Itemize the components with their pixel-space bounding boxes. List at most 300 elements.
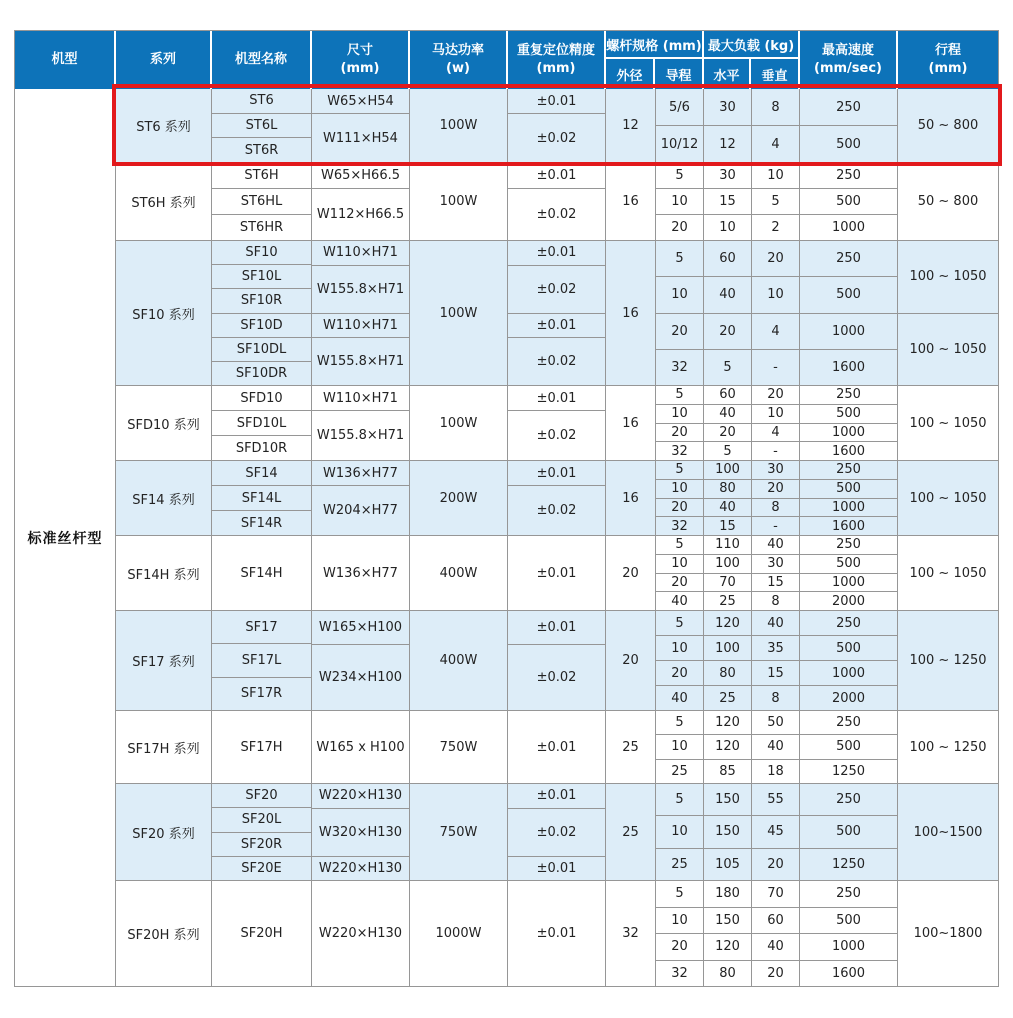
header-precision-unit: (mm)	[536, 61, 576, 76]
horizontal-load-cell: 40	[704, 404, 751, 423]
vertical-load-cell: 30	[752, 554, 799, 573]
outer-diameter-cell: 16	[622, 194, 639, 209]
vertical-load-column	[752, 881, 800, 986]
model-name-column	[212, 784, 312, 880]
vertical-load-column	[752, 241, 800, 385]
horizontal-load-column	[704, 536, 752, 610]
outer-diameter-cell: 20	[622, 653, 639, 668]
vertical-load-column	[752, 163, 800, 240]
dimensions-column	[312, 784, 410, 880]
motor-power-column	[410, 784, 508, 880]
lead-cell: 5/6	[669, 99, 690, 115]
series-column	[116, 386, 212, 460]
vertical-load-column	[752, 536, 800, 610]
dimensions-cell: W110×H71	[323, 390, 398, 406]
max-speed-cell: 1600	[800, 516, 897, 535]
vertical-load-cell: 40	[767, 537, 784, 553]
vertical-load-cell: -	[752, 516, 799, 535]
vertical-load-cell: 20	[767, 387, 784, 403]
series-column	[116, 241, 212, 385]
vertical-load-cell: 70	[767, 886, 784, 902]
lead-cell: 25	[656, 759, 703, 783]
outer-diameter-column	[606, 881, 656, 986]
horizontal-load-column	[704, 881, 752, 986]
max-speed-cell: 250	[836, 462, 861, 478]
series-column	[116, 89, 212, 162]
vertical-load-cell: 35	[752, 635, 799, 660]
stroke-cell: 100 ~ 1050	[909, 269, 987, 285]
dimensions-column	[312, 881, 410, 986]
vertical-load-cell: 20	[752, 848, 799, 880]
max-speed-cell: 1000	[800, 498, 897, 517]
max-speed-column	[800, 536, 898, 610]
header-max-load-group	[704, 31, 800, 89]
stroke-cell: 100 ~ 1250	[909, 739, 987, 755]
model-name-column	[212, 536, 312, 610]
table-body	[15, 89, 998, 986]
model-name-column	[212, 461, 312, 535]
horizontal-load-column	[704, 241, 752, 385]
motor-power-column	[410, 386, 508, 460]
motor-power-column	[410, 881, 508, 986]
lead-cell: 25	[656, 848, 703, 880]
horizontal-load-cell: 30	[719, 99, 736, 115]
dimensions-column	[312, 163, 410, 240]
series-block-st6h	[116, 163, 998, 241]
lead-cell: 10	[656, 554, 703, 573]
series-block-sf10	[116, 241, 998, 386]
precision-cell: ±0.02	[508, 808, 605, 856]
stroke-cell: 100 ~ 1250	[909, 653, 987, 668]
dimensions-column	[312, 611, 410, 710]
dimensions-cell: W220×H130	[318, 926, 403, 941]
precision-cell: ±0.01	[536, 619, 577, 635]
vertical-load-column	[752, 711, 800, 783]
max-speed-cell: 250	[836, 615, 861, 631]
lead-cell: 20	[656, 423, 703, 442]
motor-power-cell: 200W	[439, 490, 478, 506]
lead-cell: 10	[656, 188, 703, 214]
machine-type-cell	[15, 89, 116, 986]
lead-cell: 40	[656, 685, 703, 710]
header-max-speed-label: 最高速度	[821, 43, 874, 59]
lead-cell: 10	[656, 815, 703, 847]
series-block-st6	[116, 89, 998, 163]
precision-cell: ±0.01	[536, 168, 577, 184]
series-block-sf17	[116, 611, 998, 711]
horizontal-load-cell: 40	[704, 498, 751, 517]
max-speed-cell: 1000	[800, 660, 897, 685]
max-speed-cell: 250	[836, 715, 861, 731]
vertical-load-cell: 45	[752, 815, 799, 847]
model-name-column	[212, 163, 312, 240]
model-name-cell: SF17R	[212, 677, 311, 710]
model-name-cell: SF20R	[212, 832, 311, 856]
vertical-load-cell: 10	[752, 404, 799, 423]
lead-cell: 10	[656, 404, 703, 423]
motor-power-column	[410, 611, 508, 710]
lead-cell: 5	[675, 715, 684, 731]
horizontal-load-cell: 100	[704, 554, 751, 573]
dimensions-cell: W165×H100	[318, 619, 403, 635]
horizontal-load-cell: 120	[715, 615, 740, 631]
precision-column	[508, 611, 606, 710]
precision-cell: ±0.02	[508, 113, 605, 162]
model-name-cell: SF10R	[212, 288, 311, 312]
horizontal-load-cell: 100	[715, 462, 740, 478]
model-name-column	[212, 881, 312, 986]
stroke-column	[898, 163, 998, 240]
vertical-load-cell: 8	[752, 685, 799, 710]
lead-cell: 20	[656, 498, 703, 517]
max-speed-column	[800, 241, 898, 385]
outer-diameter-column	[606, 536, 656, 610]
outer-diameter-column	[606, 386, 656, 460]
header-max-speed	[800, 31, 898, 89]
motor-power-cell: 750W	[439, 824, 478, 840]
precision-cell: ±0.02	[508, 337, 605, 385]
dimensions-cell: W110×H71	[312, 313, 409, 338]
vertical-load-column	[752, 89, 800, 162]
vertical-load-column	[752, 784, 800, 880]
header-machine-type-label: 机型	[51, 52, 78, 68]
vertical-load-cell: 10	[752, 276, 799, 312]
horizontal-load-cell: 105	[704, 848, 751, 880]
max-speed-cell: 250	[836, 792, 861, 808]
vertical-load-column	[752, 611, 800, 710]
horizontal-load-cell: 150	[715, 792, 740, 808]
precision-cell: ±0.02	[508, 485, 605, 535]
precision-cell: ±0.02	[508, 188, 605, 240]
max-speed-cell: 1000	[800, 573, 897, 592]
precision-cell: ±0.01	[536, 565, 577, 581]
stroke-cell: 100 ~ 1050	[909, 490, 987, 506]
stroke-cell: 50 ~ 800	[917, 194, 979, 209]
model-name-column	[212, 611, 312, 710]
precision-column	[508, 163, 606, 240]
stroke-column	[898, 611, 998, 710]
max-speed-cell: 500	[800, 815, 897, 847]
lead-cell: 10	[656, 479, 703, 498]
model-name-cell: SF20E	[212, 856, 311, 880]
series-column	[116, 536, 212, 610]
lead-column	[656, 163, 704, 240]
precision-cell: ±0.01	[536, 465, 577, 481]
dimensions-cell: W220×H130	[318, 788, 403, 804]
lead-column	[656, 711, 704, 783]
max-speed-cell: 1600	[800, 349, 897, 385]
lead-cell: 40	[656, 591, 703, 610]
header-precision	[508, 31, 606, 89]
lead-column	[656, 89, 704, 162]
lead-cell: 10	[656, 635, 703, 660]
lead-cell: 32	[656, 960, 703, 987]
outer-diameter-column	[606, 784, 656, 880]
dimensions-cell: W234×H100	[312, 644, 409, 710]
model-name-column	[212, 89, 312, 162]
horizontal-load-column	[704, 163, 752, 240]
model-name-cell: SF17L	[212, 643, 311, 676]
stroke-cell: 100 ~ 1050	[909, 415, 987, 431]
lead-cell: 5	[675, 886, 684, 902]
motor-power-cell: 400W	[439, 653, 478, 668]
series-block-sf20	[116, 784, 998, 881]
header-max-load-label: 最大负载 (kg)	[704, 31, 798, 59]
model-name-cell: SF20H	[240, 926, 283, 941]
lead-cell: 5	[675, 168, 684, 183]
series-block-sf17h	[116, 711, 998, 784]
vertical-load-cell: 20	[752, 960, 799, 987]
horizontal-load-cell: 15	[704, 188, 751, 214]
model-name-cell: SF14	[245, 465, 278, 481]
dimensions-cell: W220×H130	[312, 856, 409, 881]
header-vertical-load: 垂直	[761, 68, 788, 84]
outer-diameter-column	[606, 711, 656, 783]
series-label: SF17 系列	[132, 655, 195, 670]
max-speed-column	[800, 711, 898, 783]
dimensions-cell: W320×H130	[312, 808, 409, 856]
max-speed-cell: 1250	[800, 848, 897, 880]
motor-power-cell: 100W	[439, 305, 478, 321]
series-block-sf14h	[116, 536, 998, 611]
lead-cell: 5	[675, 462, 684, 478]
lead-cell: 20	[656, 933, 703, 960]
max-speed-cell: 1250	[800, 759, 897, 783]
header-stroke-unit: (mm)	[928, 61, 968, 76]
lead-cell: 32	[656, 441, 703, 460]
dimensions-column	[312, 386, 410, 460]
dimensions-cell: W155.8×H71	[312, 265, 409, 313]
horizontal-load-column	[704, 386, 752, 460]
horizontal-load-column	[704, 89, 752, 162]
header-max-load-subrow	[704, 59, 798, 89]
horizontal-load-cell: 110	[715, 537, 740, 553]
max-speed-cell: 1000	[800, 214, 897, 240]
dimensions-cell: W110×H71	[323, 245, 398, 261]
dimensions-cell: W111×H54	[312, 113, 409, 162]
vertical-load-cell: 40	[752, 734, 799, 758]
precision-column	[508, 241, 606, 385]
horizontal-load-cell: 10	[704, 214, 751, 240]
spec-table	[14, 30, 999, 987]
max-speed-cell: 250	[836, 168, 861, 183]
vertical-load-cell: 30	[767, 462, 784, 478]
horizontal-load-cell: 180	[715, 886, 740, 902]
lead-cell: 20	[656, 573, 703, 592]
series-label: SF14H 系列	[127, 567, 200, 583]
model-name-column	[212, 241, 312, 385]
lead-cell: 5	[675, 615, 684, 631]
max-speed-cell: 500	[800, 404, 897, 423]
motor-power-cell: 400W	[439, 565, 478, 581]
max-speed-cell: 250	[836, 387, 861, 403]
stroke-column	[898, 461, 998, 535]
model-name-column	[212, 711, 312, 783]
vertical-load-cell: 15	[752, 660, 799, 685]
lead-cell: 5	[675, 251, 684, 267]
max-speed-column	[800, 881, 898, 986]
max-speed-cell: 250	[836, 886, 861, 902]
header-horizontal-load: 水平	[704, 59, 751, 89]
vertical-load-cell: 60	[752, 907, 799, 934]
model-name-cell: SF10L	[212, 264, 311, 288]
header-machine-type	[15, 31, 116, 89]
stroke-column	[898, 89, 998, 162]
lead-column	[656, 461, 704, 535]
model-name-cell: SF10DR	[212, 361, 311, 385]
lead-column	[656, 386, 704, 460]
model-name-cell: ST6HL	[212, 188, 311, 214]
lead-column	[656, 536, 704, 610]
dimensions-column	[312, 536, 410, 610]
horizontal-load-column	[704, 611, 752, 710]
precision-cell: ±0.02	[508, 265, 605, 313]
series-label: ST6H 系列	[131, 196, 196, 211]
model-name-cell: ST6HR	[212, 214, 311, 240]
horizontal-load-cell: 120	[704, 933, 751, 960]
series-label: SFD10 系列	[127, 417, 200, 433]
horizontal-load-cell: 80	[704, 660, 751, 685]
stroke-column	[898, 881, 998, 986]
max-speed-cell: 250	[836, 537, 861, 553]
outer-diameter-cell: 32	[622, 926, 639, 941]
series-label: SF10 系列	[132, 307, 195, 323]
lead-cell: 20	[656, 313, 703, 349]
header-size	[312, 31, 410, 89]
stroke-cell: 100~1500	[913, 824, 983, 840]
precision-cell: ±0.01	[508, 856, 605, 881]
header-screw-spec-label: 螺杆规格 (mm)	[606, 31, 702, 59]
header-size-label: 尺寸	[346, 43, 373, 59]
vertical-load-cell: 20	[752, 479, 799, 498]
dimensions-cell: W155.8×H71	[312, 410, 409, 460]
lead-cell: 10	[656, 907, 703, 934]
vertical-load-cell: -	[752, 349, 799, 385]
max-speed-cell: 250	[836, 99, 861, 115]
vertical-load-cell: 8	[752, 591, 799, 610]
vertical-load-cell: 8	[752, 498, 799, 517]
max-speed-cell: 500	[800, 188, 897, 214]
dimensions-cell: W204×H77	[312, 485, 409, 535]
header-series-label: 系列	[149, 52, 176, 68]
vertical-load-cell: -	[752, 441, 799, 460]
precision-cell: ±0.01	[536, 93, 577, 109]
lead-column	[656, 784, 704, 880]
max-speed-cell: 500	[800, 479, 897, 498]
lead-cell: 5	[675, 792, 684, 808]
stroke-cell: 100 ~ 1050	[909, 565, 987, 581]
lead-column	[656, 881, 704, 986]
lead-cell: 10	[656, 276, 703, 312]
dimensions-column	[312, 241, 410, 385]
outer-diameter-cell: 25	[622, 739, 639, 755]
outer-diameter-column	[606, 89, 656, 162]
stroke-column	[898, 711, 998, 783]
max-speed-cell: 500	[800, 635, 897, 660]
lead-cell: 20	[656, 214, 703, 240]
model-name-cell: ST6	[249, 93, 274, 109]
horizontal-load-cell: 150	[704, 907, 751, 934]
series-column	[116, 784, 212, 880]
precision-cell: ±0.02	[508, 644, 605, 710]
machine-type-value: 标准丝杆型	[27, 530, 103, 547]
vertical-load-cell: 8	[771, 99, 780, 115]
precision-column	[508, 461, 606, 535]
horizontal-load-cell: 120	[704, 734, 751, 758]
header-screw-spec-group	[606, 31, 704, 89]
header-model-name	[212, 31, 312, 89]
horizontal-load-cell: 20	[704, 313, 751, 349]
stroke-column	[898, 386, 998, 460]
lead-cell: 32	[656, 349, 703, 385]
precision-column	[508, 784, 606, 880]
lead-column	[656, 611, 704, 710]
horizontal-load-cell: 80	[704, 960, 751, 987]
horizontal-load-cell: 70	[704, 573, 751, 592]
horizontal-load-cell: 30	[719, 168, 736, 183]
model-name-cell: SF20L	[212, 807, 311, 831]
header-motor-power-unit: (w)	[446, 61, 470, 76]
stroke-cell: 100 ~ 1050	[898, 313, 998, 386]
max-speed-cell: 1600	[800, 960, 897, 987]
precision-cell: ±0.01	[536, 739, 577, 755]
vertical-load-cell: 40	[767, 615, 784, 631]
dimensions-cell: W165 x H100	[316, 739, 405, 755]
lead-cell: 5	[675, 537, 684, 553]
model-name-cell: ST6L	[212, 113, 311, 138]
stroke-column	[898, 536, 998, 610]
series-label: SF20H 系列	[127, 928, 200, 943]
vertical-load-cell: 50	[767, 715, 784, 731]
outer-diameter-column	[606, 241, 656, 385]
outer-diameter-cell: 12	[622, 118, 639, 133]
model-name-cell: SF14L	[212, 485, 311, 510]
horizontal-load-cell: 60	[719, 387, 736, 403]
precision-cell: ±0.02	[508, 410, 605, 460]
vertical-load-column	[752, 461, 800, 535]
vertical-load-cell: 4	[752, 125, 799, 162]
horizontal-load-cell: 150	[704, 815, 751, 847]
max-speed-cell: 2000	[800, 591, 897, 610]
precision-cell: ±0.01	[536, 390, 577, 406]
horizontal-load-cell: 80	[704, 479, 751, 498]
lead-column	[656, 241, 704, 385]
precision-column	[508, 881, 606, 986]
outer-diameter-cell: 16	[622, 415, 639, 431]
vertical-load-cell: 20	[767, 251, 784, 267]
precision-column	[508, 711, 606, 783]
horizontal-load-cell: 20	[704, 423, 751, 442]
vertical-load-cell: 10	[767, 168, 784, 183]
motor-power-column	[410, 89, 508, 162]
horizontal-load-cell: 25	[704, 685, 751, 710]
vertical-load-cell: 4	[752, 423, 799, 442]
lead-cell: 10/12	[656, 125, 703, 162]
motor-power-column	[410, 241, 508, 385]
horizontal-load-cell: 60	[719, 251, 736, 267]
header-max-speed-unit: (mm/sec)	[814, 61, 882, 76]
series-label: SF20 系列	[132, 826, 195, 842]
table-blocks	[116, 89, 998, 986]
precision-cell: ±0.01	[536, 245, 577, 261]
lead-cell: 10	[656, 734, 703, 758]
series-label: SF17H 系列	[127, 741, 200, 757]
max-speed-column	[800, 386, 898, 460]
precision-cell: ±0.01	[536, 926, 577, 941]
lead-cell: 20	[656, 660, 703, 685]
max-speed-column	[800, 163, 898, 240]
model-name-cell: SF20	[245, 788, 278, 804]
